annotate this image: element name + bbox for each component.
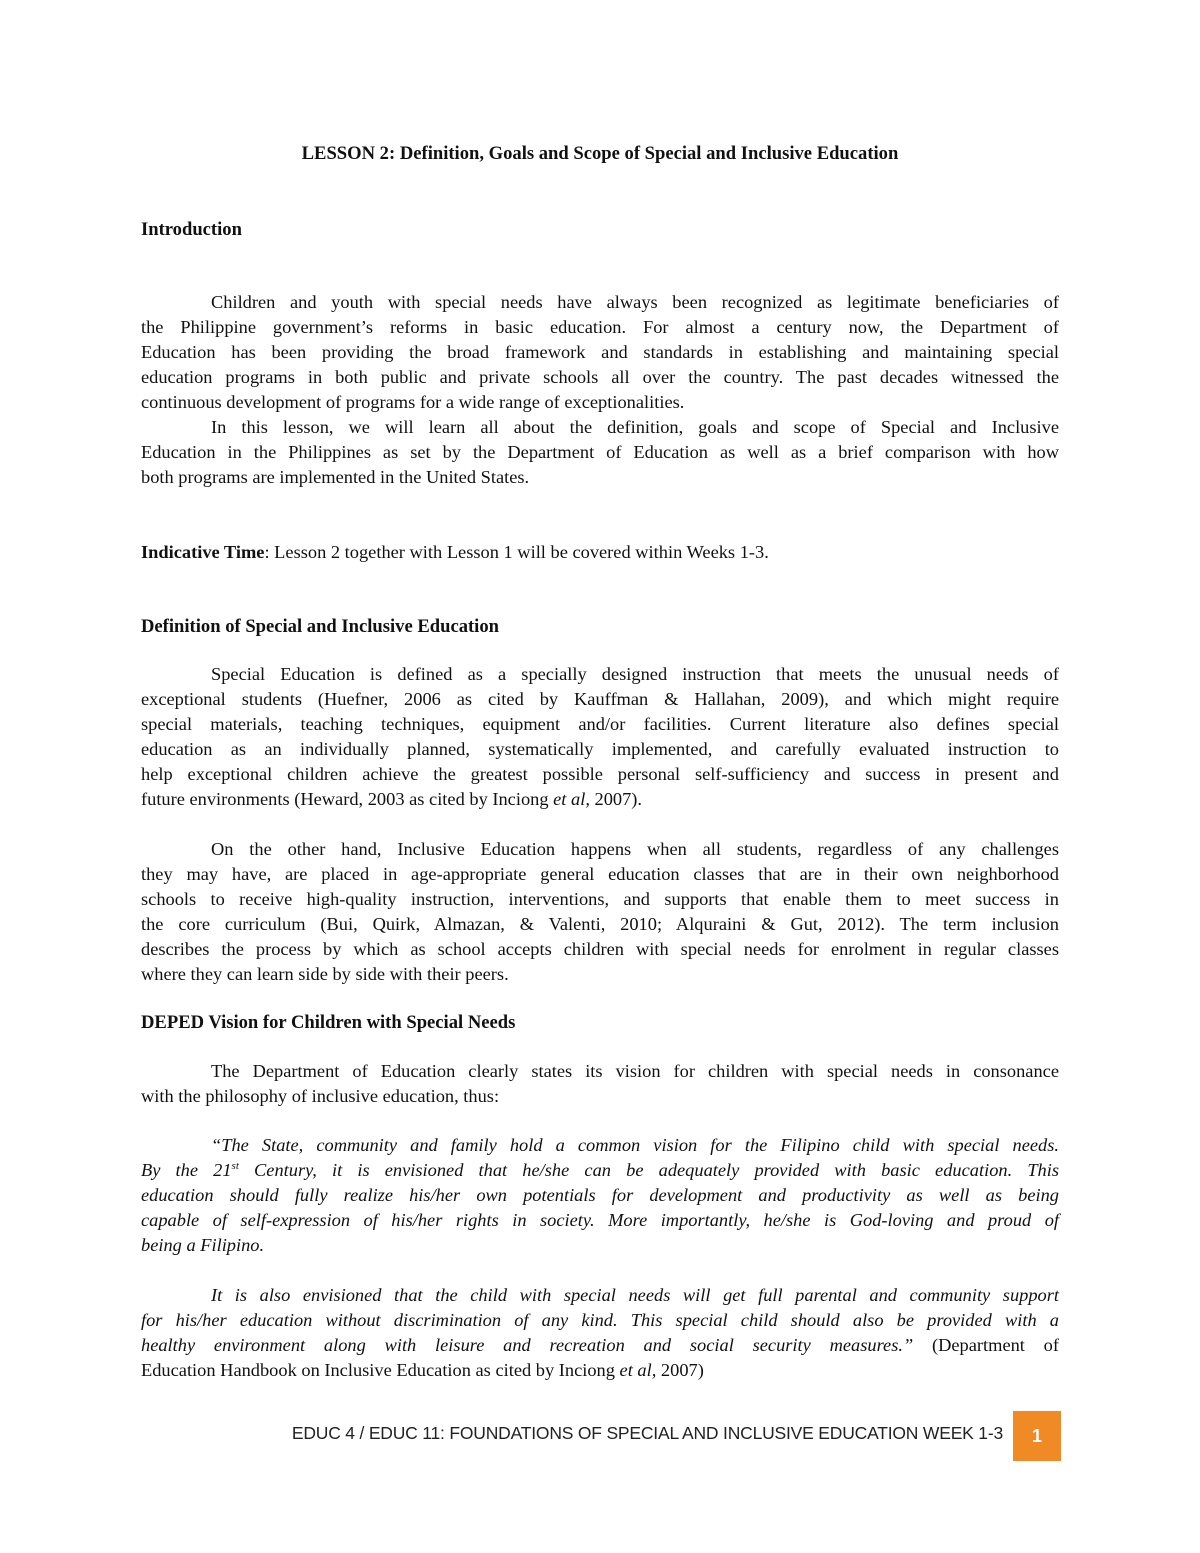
text-line: “The State, community and family hold a common vision for the Filipino child with special needs. — [211, 1135, 1059, 1155]
indicative-time-label: Indicative Time — [141, 542, 265, 562]
text-run: By the 21 — [141, 1160, 232, 1180]
citation-italic: et al, — [619, 1360, 657, 1380]
text-line — [141, 1333, 1059, 1358]
text-run: Century, it is envisioned that he/she can be adequately provided with basic education. This — [238, 1160, 1060, 1180]
text-line: On the other hand, Inclusive Education happens when all students, regardless of any challenges — [211, 839, 1059, 859]
text-line: where they can learn side by side with their peers. — [141, 964, 509, 984]
text-line: education programs in both public and private schools all over the country. The past decades witnessed the — [141, 367, 1059, 387]
text-line: with the philosophy of inclusive education, thus: — [141, 1086, 500, 1106]
text-line: help exceptional children achieve the greatest possible personal self-sufficiency and success in present and — [141, 764, 1059, 784]
introduction-heading: Introduction — [141, 219, 242, 240]
text-line: schools to receive high-quality instruction, interventions, and supports that enable them to meet success in — [141, 889, 1059, 909]
text-line: exceptional students (Huefner, 2006 as cited by Kauffman & Hallahan, 2009), and which might require — [141, 689, 1059, 709]
citation-italic: et al, — [553, 789, 590, 809]
text-line: education should fully realize his/her own potentials for development and productivity as well as being — [141, 1185, 1059, 1205]
vision-heading: DEPED Vision for Children with Special Needs — [141, 1012, 516, 1033]
text-line: Education in the Philippines as set by the Department of Education as well as a brief comparison with how — [141, 442, 1059, 462]
definition-paragraph-2 — [141, 837, 1059, 987]
text-line: education as an individually planned, systematically implemented, and carefully evaluated instruction to — [141, 739, 1059, 759]
superscript: st — [231, 1159, 239, 1172]
text-line: Education has been providing the broad framework and standards in establishing and maintaining special — [141, 342, 1059, 362]
text-line: continuous development of programs for a wide range of exceptionalities. — [141, 392, 685, 412]
text-line: being a Filipino. — [141, 1235, 265, 1255]
text-line — [141, 1158, 1059, 1183]
vision-quote-paragraph-1 — [141, 1133, 1059, 1258]
text-line: Special Education is defined as a specially designed instruction that meets the unusual needs of — [211, 664, 1059, 684]
vision-quote-paragraph-2 — [141, 1283, 1059, 1383]
intro-paragraph-1 — [141, 290, 1059, 490]
text-line: It is also envisioned that the child with special needs will get full parental and community support — [211, 1285, 1059, 1305]
lesson-title: LESSON 2: Definition, Goals and Scope of Special and Inclusive Education — [301, 143, 899, 164]
definition-paragraph-1 — [141, 662, 1059, 812]
text-run: future environments (Heward, 2003 as cited by Inciong — [141, 789, 554, 809]
text-run: (Department of — [913, 1335, 1059, 1355]
text-line: both programs are implemented in the United States. — [141, 467, 530, 487]
text-line: describes the process by which as school accepts children with special needs for enrolment in regular classes — [141, 939, 1059, 959]
text-run: 2007) — [656, 1360, 704, 1380]
page-footer — [0, 1411, 1200, 1461]
page-number-badge: 1 — [1013, 1411, 1061, 1461]
text-line — [141, 787, 1059, 812]
text-run: 2007). — [589, 789, 643, 809]
text-line — [141, 1358, 1059, 1383]
text-line: for his/her education without discrimination of any kind. This special child should also be provided with a — [141, 1310, 1059, 1330]
vision-paragraph-1 — [141, 1059, 1059, 1109]
text-line: the core curriculum (Bui, Quirk, Almazan, & Valenti, 2010; Alquraini & Gut, 2012). The term inclusion — [141, 914, 1059, 934]
text-line: capable of self-expression of his/her rights in society. More importantly, he/she is God-loving and proud of — [141, 1210, 1059, 1230]
text-line: special materials, teaching techniques, equipment and/or facilities. Current literature also defines special — [141, 714, 1059, 734]
text-line — [141, 540, 1059, 565]
text-line: they may have, are placed in age-appropriate general education classes that are in their own neighborhood — [141, 864, 1059, 884]
indicative-time-text: : Lesson 2 together with Lesson 1 will be covered within Weeks 1-3. — [264, 542, 769, 562]
definition-heading: Definition of Special and Inclusive Education — [141, 616, 499, 637]
text-run: Education Handbook on Inclusive Education as cited by Inciong — [141, 1360, 620, 1380]
indicative-time — [141, 540, 1059, 565]
text-run: healthy environment along with leisure and recreation and social security measures.” — [141, 1335, 914, 1355]
text-line: the Philippine government’s reforms in basic education. For almost a century now, the Department of — [141, 317, 1059, 337]
text-line: In this lesson, we will learn all about the definition, goals and scope of Special and Inclusive — [211, 417, 1059, 437]
text-line: Children and youth with special needs have always been recognized as legitimate beneficiaries of — [211, 292, 1059, 312]
footer-course-text: EDUC 4 / EDUC 11: FOUNDATIONS OF SPECIAL AND INCLUSIVE EDUCATION WEEK 1-3 — [291, 1423, 1003, 1443]
text-line: The Department of Education clearly states its vision for children with special needs in consonance — [211, 1061, 1059, 1081]
